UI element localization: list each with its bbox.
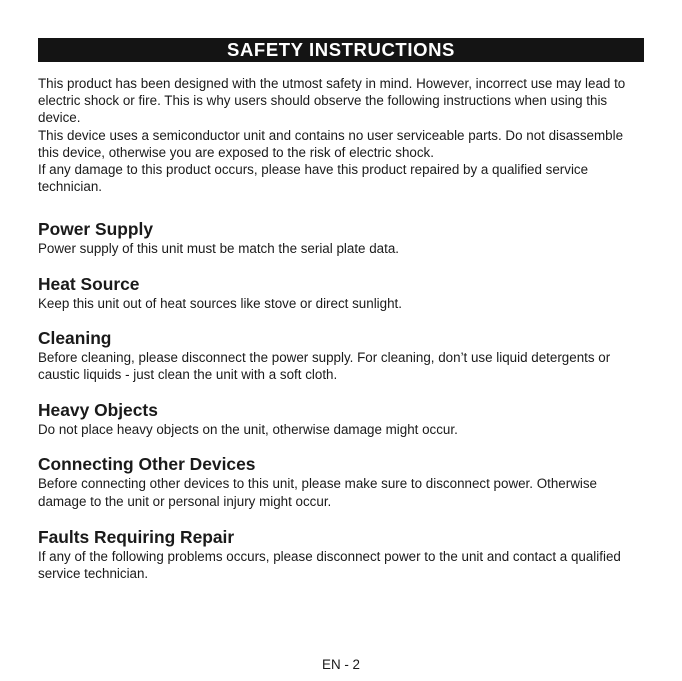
section-faults-requiring-repair	[38, 526, 644, 582]
page-title: SAFETY INSTRUCTIONS	[38, 38, 644, 62]
section-power-supply	[38, 218, 644, 257]
section-heat-source	[38, 273, 644, 312]
section-heading: Connecting Other Devices	[38, 454, 256, 475]
section-heading: Cleaning	[38, 327, 112, 348]
section-body: Power supply of this unit must be match the serial plate data.	[38, 241, 399, 257]
section-body: Do not place heavy objects on the unit, otherwise damage might occur.	[38, 422, 458, 438]
section-body: Before cleaning, please disconnect the power supply. For cleaning, don’t use liquid detergents or caustic liquids - just clean the unit with a soft cloth.	[38, 349, 611, 383]
section-heading: Faults Requiring Repair	[38, 526, 235, 547]
section-heavy-objects	[38, 399, 644, 438]
page-number: EN - 2	[322, 657, 360, 672]
section-body: Keep this unit out of heat sources like stove or direct sunlight.	[38, 295, 402, 311]
intro-paragraph: This product has been designed with the utmost safety in mind. However, incorrect use may lead to electric shock or fire. This is why users should observe the following instructions when using this device.	[38, 76, 626, 126]
section-connecting-other-devices	[38, 453, 644, 509]
section-heading: Heat Source	[38, 273, 140, 294]
section-body: Before connecting other devices to this unit, please make sure to disconnect power. Otherwise damage to the unit or personal injury might occur.	[38, 476, 597, 509]
intro-paragraph: If any damage to this product occurs, please have this product repaired by a qualified service technician.	[38, 162, 589, 195]
section-cleaning	[38, 327, 644, 383]
section-body: If any of the following problems occurs, please disconnect power to the unit and contact a qualified service technician.	[38, 548, 621, 582]
manual-page	[38, 38, 644, 582]
section-heading: Power Supply	[38, 219, 153, 240]
intro-block	[38, 75, 644, 195]
intro-paragraph: This device uses a semiconductor unit and contains no user serviceable parts. Do not disassemble this device, otherwise you are exposed to the risk of electric shock.	[38, 127, 624, 160]
section-heading: Heavy Objects	[38, 400, 158, 421]
